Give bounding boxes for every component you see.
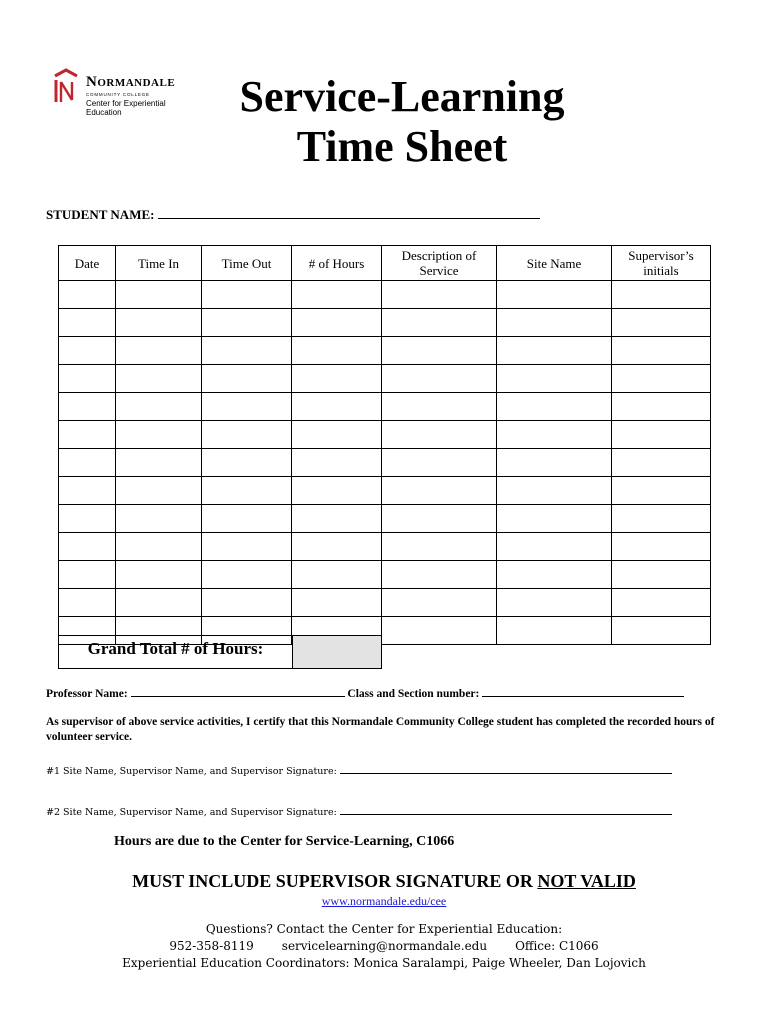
table-cell[interactable]: [116, 505, 202, 533]
table-cell[interactable]: [116, 281, 202, 309]
professor-name-label: Professor Name:: [46, 688, 128, 700]
table-cell[interactable]: [382, 533, 497, 561]
table-cell[interactable]: [116, 477, 202, 505]
table-cell[interactable]: [382, 561, 497, 589]
table-cell[interactable]: [59, 477, 116, 505]
table-cell[interactable]: [116, 533, 202, 561]
column-header-site-name: Site Name: [497, 246, 612, 281]
table-cell[interactable]: [292, 561, 382, 589]
table-row: [59, 533, 711, 561]
table-row: [59, 365, 711, 393]
table-cell[interactable]: [612, 533, 711, 561]
table-cell[interactable]: [382, 421, 497, 449]
professor-name-field[interactable]: [131, 684, 345, 697]
table-cell[interactable]: [612, 589, 711, 617]
table-cell[interactable]: [292, 477, 382, 505]
due-notice: Hours are due to the Center for Service-Learning, C1066: [114, 834, 455, 849]
table-cell[interactable]: [497, 533, 612, 561]
table-cell[interactable]: [116, 421, 202, 449]
contact-details: [0, 938, 768, 955]
table-cell[interactable]: [612, 337, 711, 365]
table-row: [59, 561, 711, 589]
table-cell[interactable]: [612, 309, 711, 337]
signature-row-2: [46, 804, 672, 818]
grand-total-row: [58, 635, 382, 669]
contact-coordinators: Experiential Education Coordinators: Monica Saralampi, Paige Wheeler, Dan Lojovich: [122, 956, 646, 970]
signature-field-1[interactable]: [340, 763, 672, 774]
table-cell[interactable]: [202, 393, 292, 421]
signature-row-1: [46, 763, 672, 777]
column-header-description: Description of Service: [382, 246, 497, 281]
table-cell[interactable]: [497, 589, 612, 617]
table-cell[interactable]: [382, 281, 497, 309]
table-cell[interactable]: [59, 393, 116, 421]
table-cell[interactable]: [116, 309, 202, 337]
normandale-n-icon: [52, 68, 80, 106]
professor-class-row: [46, 684, 684, 700]
table-cell[interactable]: [292, 449, 382, 477]
table-cell[interactable]: [202, 533, 292, 561]
table-row: [59, 309, 711, 337]
table-cell[interactable]: [202, 281, 292, 309]
table-row: [59, 393, 711, 421]
table-cell[interactable]: [612, 561, 711, 589]
table-cell[interactable]: [497, 477, 612, 505]
table-cell[interactable]: [202, 337, 292, 365]
table-cell[interactable]: [497, 421, 612, 449]
table-cell[interactable]: [382, 337, 497, 365]
table-cell[interactable]: [292, 337, 382, 365]
table-cell[interactable]: [202, 365, 292, 393]
table-cell[interactable]: [202, 589, 292, 617]
table-cell[interactable]: [292, 365, 382, 393]
table-cell[interactable]: [292, 589, 382, 617]
table-cell[interactable]: [497, 561, 612, 589]
grand-total-field[interactable]: [293, 636, 381, 668]
student-name-label: STUDENT NAME:: [46, 207, 155, 222]
page-title-line2: Time Sheet: [296, 122, 508, 171]
table-cell[interactable]: [382, 505, 497, 533]
column-header-hours: # of Hours: [292, 246, 382, 281]
time-log-header-row: [59, 246, 711, 281]
logo-subtitle: COMMUNITY COLLEGE: [86, 92, 150, 97]
table-cell[interactable]: [612, 449, 711, 477]
table-cell[interactable]: [612, 365, 711, 393]
signature-field-2[interactable]: [340, 804, 672, 815]
contact-block: [0, 921, 768, 972]
table-cell[interactable]: [202, 477, 292, 505]
table-cell[interactable]: [59, 337, 116, 365]
table-cell[interactable]: [116, 365, 202, 393]
contact-office: Office: C1066: [515, 939, 599, 953]
table-cell[interactable]: [382, 617, 497, 645]
page-title-line1: Service-Learning: [239, 72, 565, 121]
table-cell[interactable]: [59, 589, 116, 617]
table-cell[interactable]: [59, 281, 116, 309]
student-name-field[interactable]: [158, 206, 540, 219]
table-cell[interactable]: [612, 617, 711, 645]
table-cell[interactable]: [59, 505, 116, 533]
contact-email: servicelearning@normandale.edu: [281, 939, 488, 953]
table-cell[interactable]: [116, 589, 202, 617]
table-cell[interactable]: [382, 309, 497, 337]
table-cell[interactable]: [202, 449, 292, 477]
contact-question: Questions? Contact the Center for Experiential Education:: [205, 922, 563, 936]
table-cell[interactable]: [382, 393, 497, 421]
signature-requirement-notice: [0, 871, 768, 892]
table-cell[interactable]: [59, 421, 116, 449]
table-cell[interactable]: [382, 477, 497, 505]
table-cell[interactable]: [59, 533, 116, 561]
class-section-label: Class and Section number:: [347, 688, 480, 700]
table-cell[interactable]: [497, 365, 612, 393]
page-title: [200, 72, 604, 172]
table-cell[interactable]: [497, 309, 612, 337]
column-header-date: Date: [59, 246, 116, 281]
grand-total-label: Grand Total # of Hours:: [59, 636, 293, 668]
table-cell[interactable]: [612, 393, 711, 421]
signature-label-1: #1 Site Name, Supervisor Name, and Supervisor Signature:: [46, 766, 337, 777]
table-cell[interactable]: [292, 533, 382, 561]
table-row: [59, 281, 711, 309]
logo-brand-name: Normandale: [86, 74, 176, 90]
logo-department: Center for Experiential Education: [86, 99, 166, 117]
table-cell[interactable]: [59, 309, 116, 337]
signature-requirement-text: MUST INCLUDE SUPERVISOR SIGNATURE OR: [132, 871, 533, 891]
table-cell[interactable]: [292, 505, 382, 533]
table-cell[interactable]: [612, 421, 711, 449]
student-name-row: [46, 206, 540, 223]
table-cell[interactable]: [497, 393, 612, 421]
table-row: [59, 449, 711, 477]
table-cell[interactable]: [612, 505, 711, 533]
table-cell[interactable]: [202, 561, 292, 589]
table-cell[interactable]: [382, 449, 497, 477]
table-cell[interactable]: [292, 309, 382, 337]
column-header-time-in: Time In: [116, 246, 202, 281]
table-cell[interactable]: [497, 337, 612, 365]
certification-statement: As supervisor of above service activities, I certify that this Normandale Community College student has completed the recorded hours of volunteer service.: [46, 716, 715, 743]
table-cell[interactable]: [292, 281, 382, 309]
website-link[interactable]: www.normandale.edu/cee: [321, 894, 447, 908]
table-cell[interactable]: [497, 449, 612, 477]
table-cell[interactable]: [497, 505, 612, 533]
table-cell[interactable]: [116, 449, 202, 477]
normandale-logo: [52, 68, 202, 117]
table-cell[interactable]: [292, 393, 382, 421]
table-cell[interactable]: [202, 505, 292, 533]
table-cell[interactable]: [59, 561, 116, 589]
time-log-table: [58, 245, 711, 645]
table-cell[interactable]: [382, 589, 497, 617]
table-cell[interactable]: [59, 365, 116, 393]
table-cell[interactable]: [116, 393, 202, 421]
table-cell[interactable]: [292, 421, 382, 449]
table-row: [59, 589, 711, 617]
table-cell[interactable]: [202, 421, 292, 449]
time-log-body: [59, 281, 711, 645]
table-cell[interactable]: [202, 309, 292, 337]
not-valid-text: NOT VALID: [537, 871, 636, 891]
table-row: [59, 421, 711, 449]
contact-phone: 952-358-8119: [169, 939, 254, 953]
table-cell[interactable]: [382, 365, 497, 393]
table-cell[interactable]: [116, 561, 202, 589]
website-row: [0, 894, 768, 909]
class-section-field[interactable]: [482, 684, 684, 697]
table-row: [59, 337, 711, 365]
table-cell[interactable]: [497, 617, 612, 645]
column-header-time-out: Time Out: [202, 246, 292, 281]
table-cell[interactable]: [116, 337, 202, 365]
table-cell[interactable]: [612, 281, 711, 309]
signature-label-2: #2 Site Name, Supervisor Name, and Supervisor Signature:: [46, 807, 337, 818]
table-row: [59, 505, 711, 533]
table-cell[interactable]: [612, 477, 711, 505]
table-cell[interactable]: [497, 281, 612, 309]
table-row: [59, 477, 711, 505]
table-cell[interactable]: [59, 449, 116, 477]
column-header-supervisor-initials: Supervisor’s initials: [612, 246, 711, 281]
